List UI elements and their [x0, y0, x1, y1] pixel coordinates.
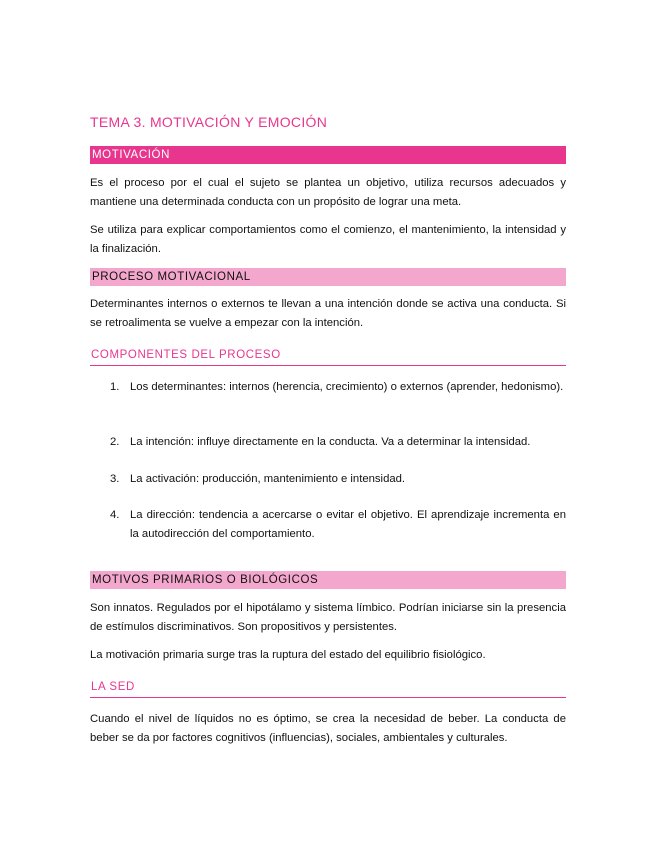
list-item-text: La activación: producción, mantenimiento e intensidad. [130, 473, 406, 485]
subheading-componentes: COMPONENTES DEL PROCESO [90, 349, 566, 366]
list-item-number: 1. [110, 381, 120, 393]
list-item-text: La intención: influye directamente en la conducta. Va a determinar la intensidad. [130, 436, 531, 448]
paragraph-motivacion-primaria: La motivación primaria surge tras la ruptura del estado del equilibrio fisiológico. [90, 649, 486, 661]
page-title: TEMA 3. MOTIVACIÓN Y EMOCIÓN [90, 114, 328, 130]
paragraph-motivos-primarios: Son innatos. Regulados por el hipotálamo y sistema límbico. Podrían iniciarse sin la presencia de estímulos discriminativos. Son propositivos y persistentes. [90, 602, 566, 633]
list-item [90, 378, 566, 397]
list-item-text: La dirección: tendencia a acercarse o evitar el objetivo. El aprendizaje incrementa en la autodirección del comportamiento. [130, 509, 566, 540]
list-item [90, 470, 566, 489]
section-heading-motivacion: MOTIVACIÓN [90, 146, 566, 164]
list-item [90, 506, 566, 544]
list-item-text: Los determinantes: internos (herencia, crecimiento) o externos (aprender, hedonismo). [130, 381, 564, 393]
paragraph-la-sed: Cuando el nivel de líquidos no es óptimo, se crea la necesidad de beber. La conducta de beber se da por factores cognitivos (influencias), sociales, ambientales y culturales. [90, 713, 566, 744]
subheading-la-sed: LA SED [90, 681, 566, 698]
list-item-number: 4. [110, 509, 120, 521]
paragraph-motivacion-definition: Es el proceso por el cual el sujeto se plantea un objetivo, utiliza recursos adecuados y mantiene una determinada conducta con un propósito de lograr una meta. [90, 177, 566, 208]
section-heading-motivos-primarios: MOTIVOS PRIMARIOS O BIOLÓGICOS [90, 571, 566, 589]
paragraph-motivacion-uses: Se utiliza para explicar comportamientos como el comienzo, el mantenimiento, la intensidad y la finalización. [90, 224, 566, 255]
paragraph-proceso: Determinantes internos o externos te llevan a una intención donde se activa una conducta. Si se retroalimenta se vuelve a empezar con la intención. [90, 298, 566, 329]
list-item [90, 433, 566, 452]
section-heading-proceso: PROCESO MOTIVACIONAL [90, 268, 566, 286]
list-item-number: 3. [110, 473, 120, 485]
list-item-number: 2. [110, 436, 120, 448]
